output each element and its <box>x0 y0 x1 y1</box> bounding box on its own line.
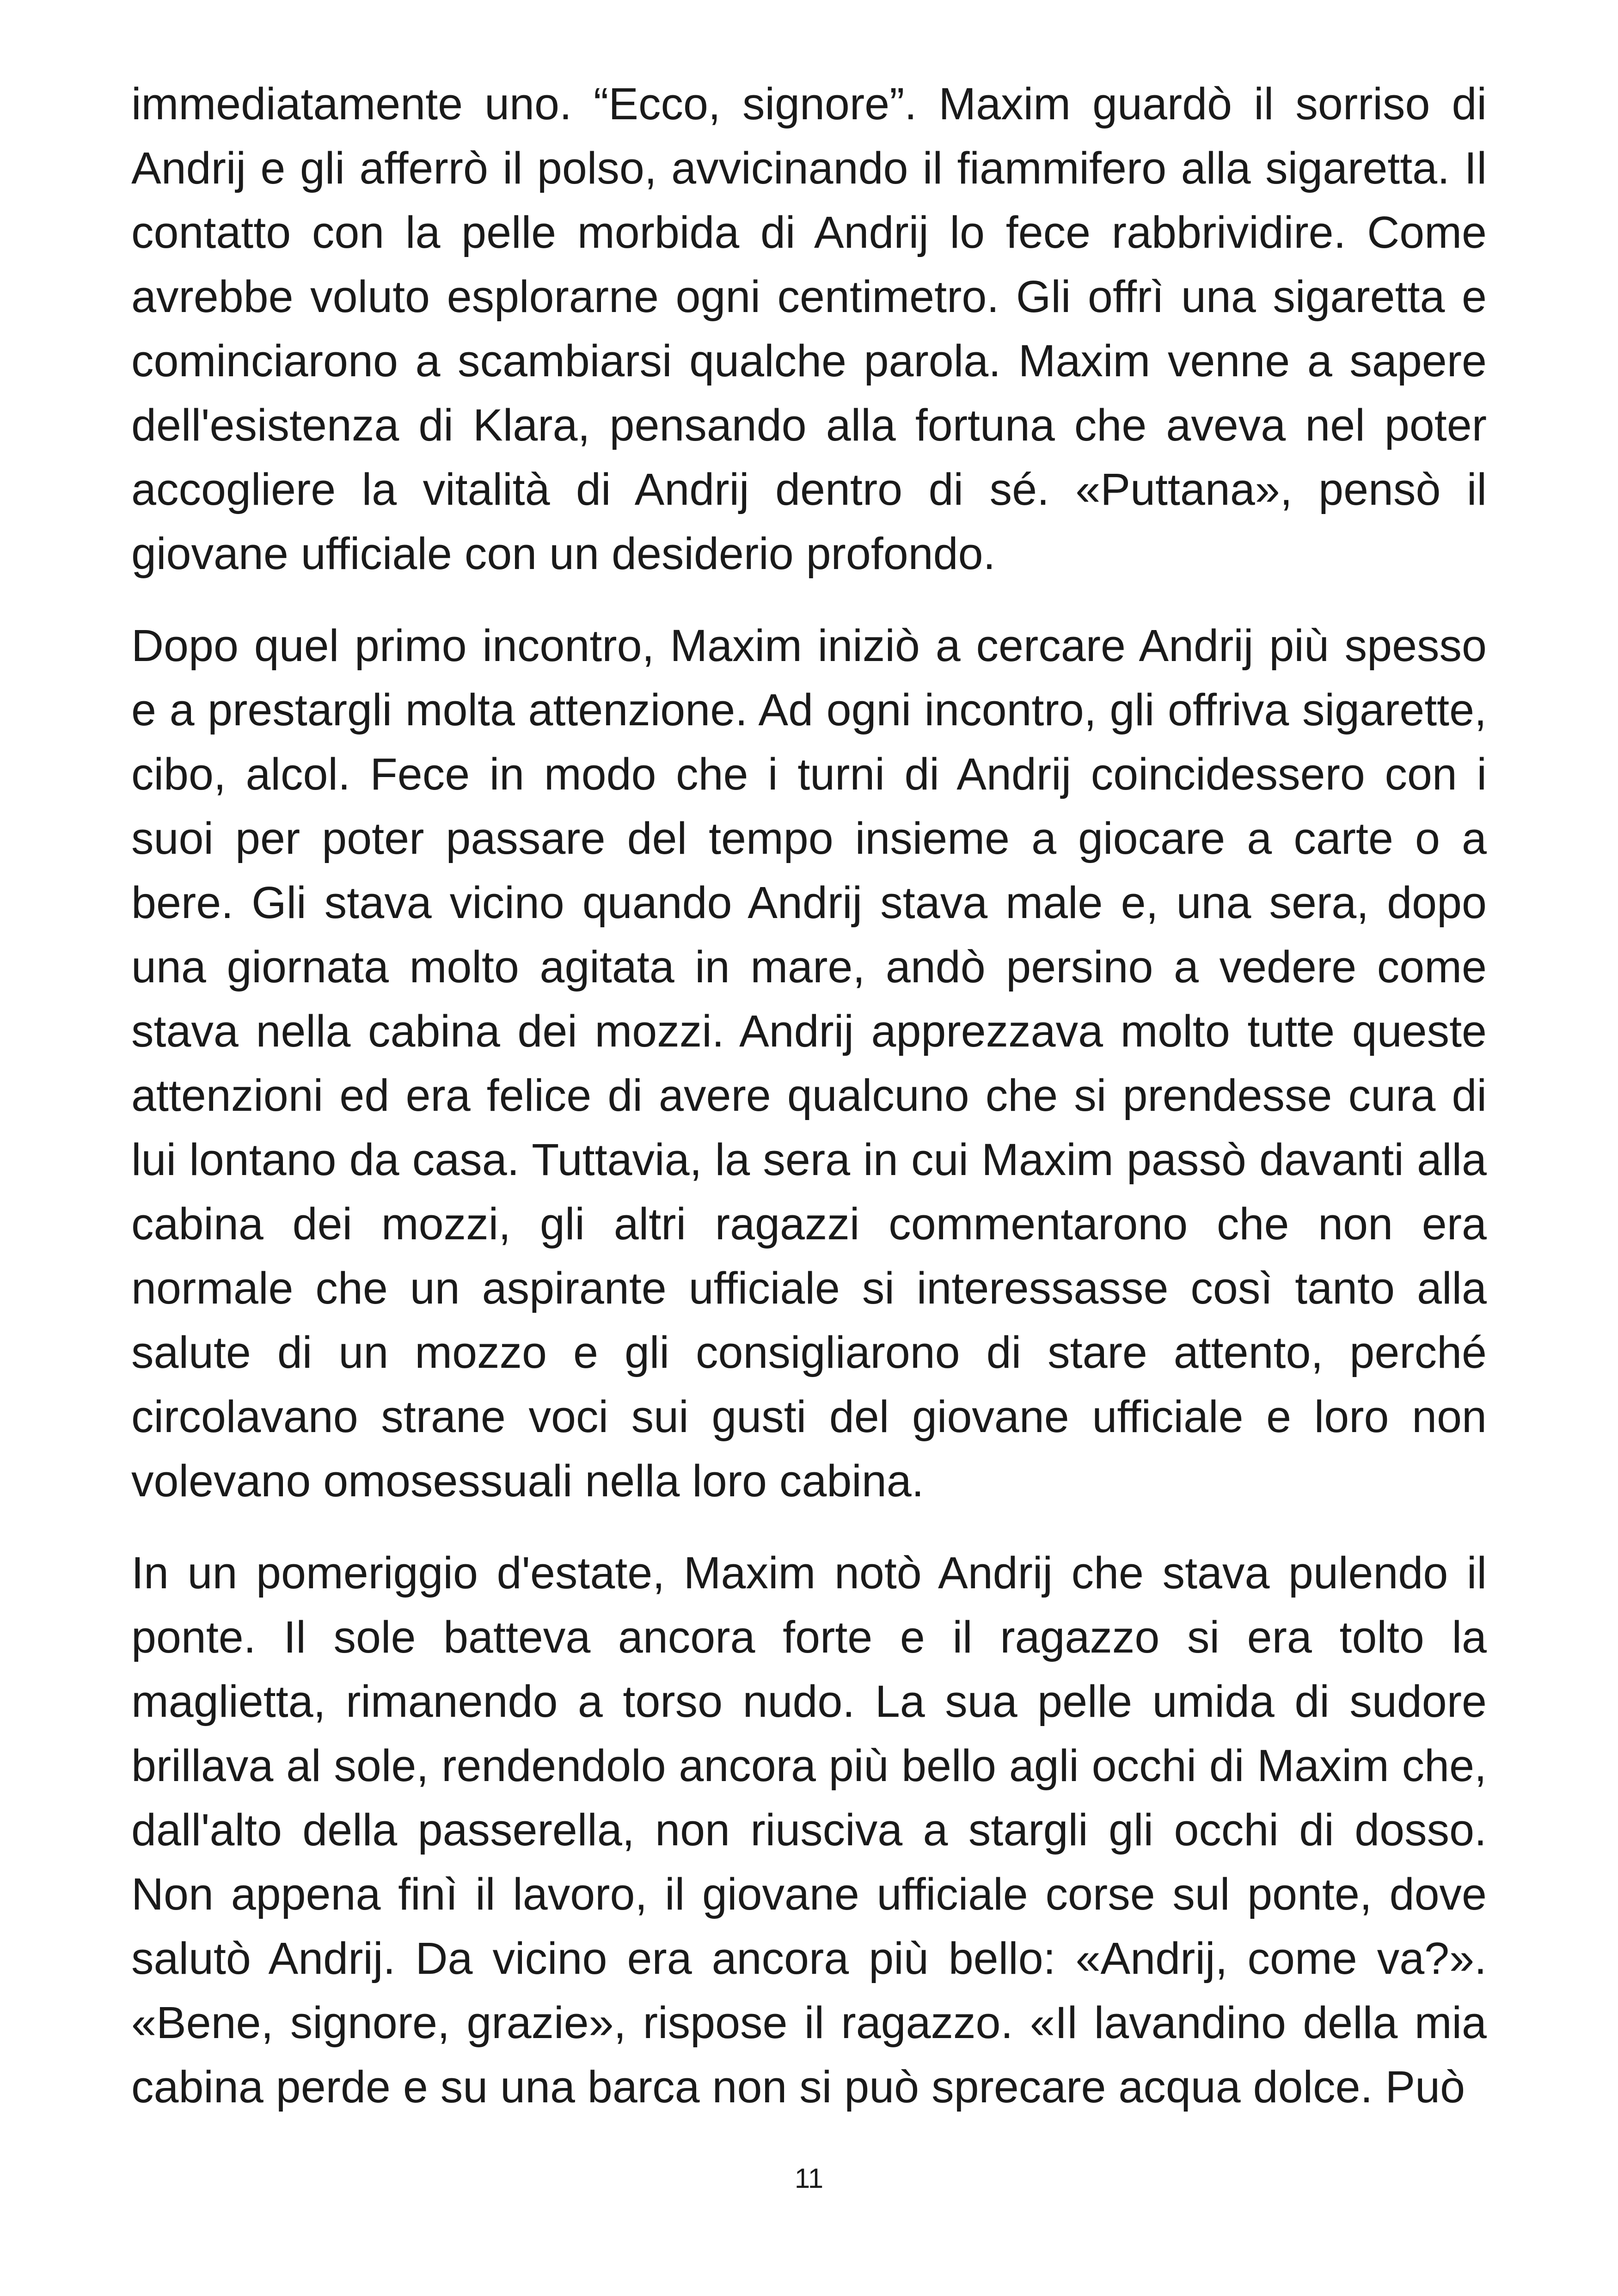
body-text <box>131 72 1487 2119</box>
paragraph-2: Dopo quel primo incontro, Maxim iniziò a cercare Andrij più spesso e a prestargli molta attenzione. Ad ogni incontro, gli offriva sigarette, cibo, alcol. Fece in modo che i turni di Andrij coincidessero con i suoi per poter passare del tempo insieme a giocare a carte o a bere. Gli stava vicino quando Andrij stava male e, una sera, dopo una giornata molto agitata in mare, andò persino a vedere come stava nella cabina dei mozzi. Andrij apprezzava molto tutte queste attenzioni ed era felice di avere qualcuno che si prendesse cura di lui lontano da casa. Tuttavia, la sera in cui Maxim passò davanti alla cabina dei mozzi, gli altri ragazzi commentarono che non era normale che un aspirante ufficiale si interessasse così tanto alla salute di un mozzo e gli consigliarono di stare attento, perché circolavano strane voci sui gusti del giovane ufficiale e loro non volevano omosessuali nella loro cabina. <box>131 620 1487 1506</box>
paragraph-1: immediatamente uno. “Ecco, signore”. Maxim guardò il sorriso di Andrij e gli afferrò il polso, avvicinando il fiammifero alla sigaretta. Il contatto con la pelle morbida di Andrij lo fece rabbrividire. Come avrebbe voluto esplorarne ogni centimetro. Gli offrì una sigaretta e cominciarono a scambiarsi qualche parola. Maxim venne a sapere dell'esistenza di Klara, pensando alla fortuna che aveva nel poter accogliere la vitalità di Andrij dentro di sé. «Puttana», pensò il giovane ufficiale con un desiderio profondo. <box>131 79 1487 579</box>
page-number: 11 <box>794 2163 824 2194</box>
paragraph-3: In un pomeriggio d'estate, Maxim notò Andrij che stava pulendo il ponte. Il sole batteva ancora forte e il ragazzo si era tolto la maglietta, rimanendo a torso nudo. La sua pelle umida di sudore brillava al sole, rendendolo ancora più bello agli occhi di Maxim che, dall'alto della passerella, non riusciva a stargli gli occhi di dosso. Non appena finì il lavoro, il giovane ufficiale corse sul ponte, dove salutò Andrij. Da vicino era ancora più bello: «Andrij, come va?». «Bene, signore, grazie», rispose il ragazzo. «Il lavandino della mia cabina perde e su una barca non si può sprecare acqua dolce. Può <box>131 1548 1487 2112</box>
